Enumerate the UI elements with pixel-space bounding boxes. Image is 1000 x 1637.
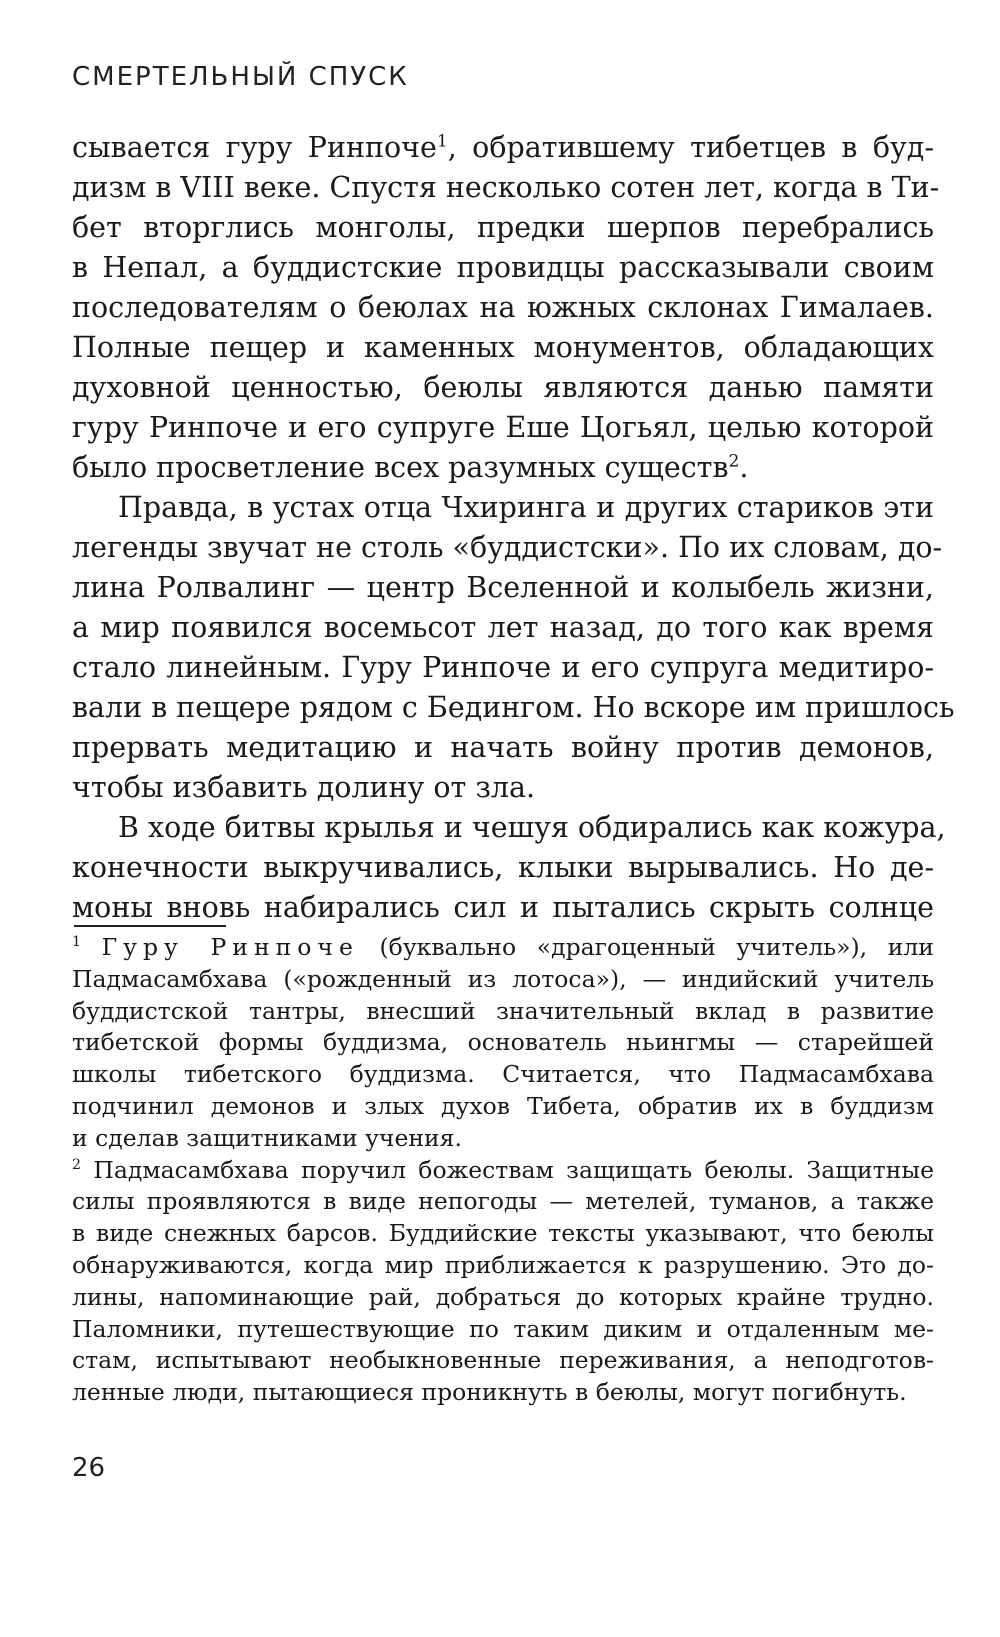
footnote-line: Падмасамбхава («рожденный из лотоса»), — индийский учитель bbox=[72, 964, 934, 993]
text-line: духовной ценностью, беюлы являются данью памяти bbox=[72, 371, 934, 404]
text-line: в Непал, а буддистские провидцы рассказывали своим bbox=[72, 251, 934, 284]
footnote-term: Гуру Ринпоче bbox=[101, 933, 359, 961]
paragraph-2 bbox=[72, 488, 955, 808]
footnote-line: Паломники, путешествующие по таким диким и отдаленным ме- bbox=[72, 1314, 934, 1343]
footnote-line: обнаруживаются, когда мир приближается к разрушению. Это до- bbox=[72, 1250, 934, 1279]
paragraph-1 bbox=[72, 128, 940, 488]
text-line: прервать медитацию и начать войну против демонов, bbox=[72, 731, 934, 764]
text-line: В ходе битвы крылья и чешуя обдирались как кожура, bbox=[118, 811, 946, 844]
text-line: было просветление всех разумных существ$^2$. bbox=[72, 451, 749, 484]
text-line: легенды звучат не столь «буддистски». По их словам, до- bbox=[72, 531, 943, 564]
text-line: вали в пещере рядом с Бедингом. Но вскоре им пришлось bbox=[72, 691, 955, 724]
footnote-line: школы тибетского буддизма. Считается, что Падмасамбхава bbox=[72, 1060, 934, 1089]
footnote-marker-2: 2 bbox=[72, 1156, 81, 1173]
footnote-line: подчинил демонов и злых духов Тибета, обратив их в буддизм bbox=[72, 1091, 934, 1120]
text-line: гуру Ринпоче и его супруге Еше Цогьял, целью которой bbox=[72, 411, 934, 444]
footnote-ref-2[interactable]: 2 bbox=[728, 451, 740, 472]
paragraph-3 bbox=[72, 808, 946, 928]
footnote-separator bbox=[74, 925, 226, 927]
running-head: СМЕРТЕЛЬНЫЙ СПУСК bbox=[72, 62, 409, 92]
footnotes bbox=[72, 932, 934, 1409]
page-number: 26 bbox=[72, 1453, 106, 1483]
footnote-2 bbox=[72, 1155, 934, 1409]
text-line: моны вновь набирались сил и пытались скрыть солнце bbox=[72, 891, 934, 924]
body-text bbox=[72, 128, 955, 928]
footnote-line: $^2$ Падмасамбхава поручил божествам защищать беюлы. Защитные bbox=[72, 1155, 934, 1184]
text-line: лина Ролвалинг — центр Вселенной и колыбель жизни, bbox=[72, 571, 934, 604]
footnote-line: лины, напоминающие рай, добраться до которых крайне трудно. bbox=[72, 1282, 934, 1311]
footnote-marker-1: 1 bbox=[72, 934, 81, 951]
text-line: Полные пещер и каменных монументов, обладающих bbox=[72, 331, 934, 364]
text-line: Правда, в устах отца Чхиринга и других стариков эти bbox=[118, 491, 934, 524]
footnote-ref-1[interactable]: 1 bbox=[436, 131, 448, 152]
text-line: чтобы избавить долину от зла. bbox=[72, 771, 536, 804]
footnote-line: $^1$ Гуру Ринпоче (буквально «драгоценный учитель»), или bbox=[72, 933, 934, 961]
text-line: конечности выкручивались, клыки вырывались. Но де- bbox=[72, 851, 934, 884]
text-line: сывается гуру Ринпоче$^1$, обратившему тибетцев в буд- bbox=[72, 131, 934, 164]
footnote-line: в виде снежных барсов. Буддийские тексты указывают, что беюлы bbox=[72, 1219, 934, 1248]
footnote-line: ленные люди, пытающиеся проникнуть в беюлы, могут погибнуть. bbox=[72, 1378, 907, 1407]
text-line: стало линейным. Гуру Ринпоче и его супруга медитиро- bbox=[72, 651, 934, 684]
text-line: а мир появился восемьсот лет назад, до того как время bbox=[72, 611, 934, 644]
footnote-line: стам, испытывают необыкновенные переживания, а неподготов- bbox=[72, 1346, 934, 1375]
footnote-1 bbox=[72, 932, 934, 1155]
footnote-line: силы проявляются в виде непогоды — метелей, туманов, а также bbox=[72, 1187, 934, 1216]
text-line: последователям о беюлах на южных склонах Гималаев. bbox=[72, 291, 934, 324]
text-line: бет вторглись монголы, предки шерпов перебрались bbox=[72, 211, 934, 244]
footnote-line: и сделав защитниками учения. bbox=[72, 1123, 462, 1152]
footnote-line: буддистской тантры, внесший значительный вклад в развитие bbox=[72, 996, 934, 1025]
text-line: дизм в VIII веке. Спустя несколько сотен лет, когда в Ти- bbox=[72, 171, 940, 204]
footnote-line: тибетской формы буддизма, основатель ньингмы — старейшей bbox=[72, 1028, 934, 1057]
